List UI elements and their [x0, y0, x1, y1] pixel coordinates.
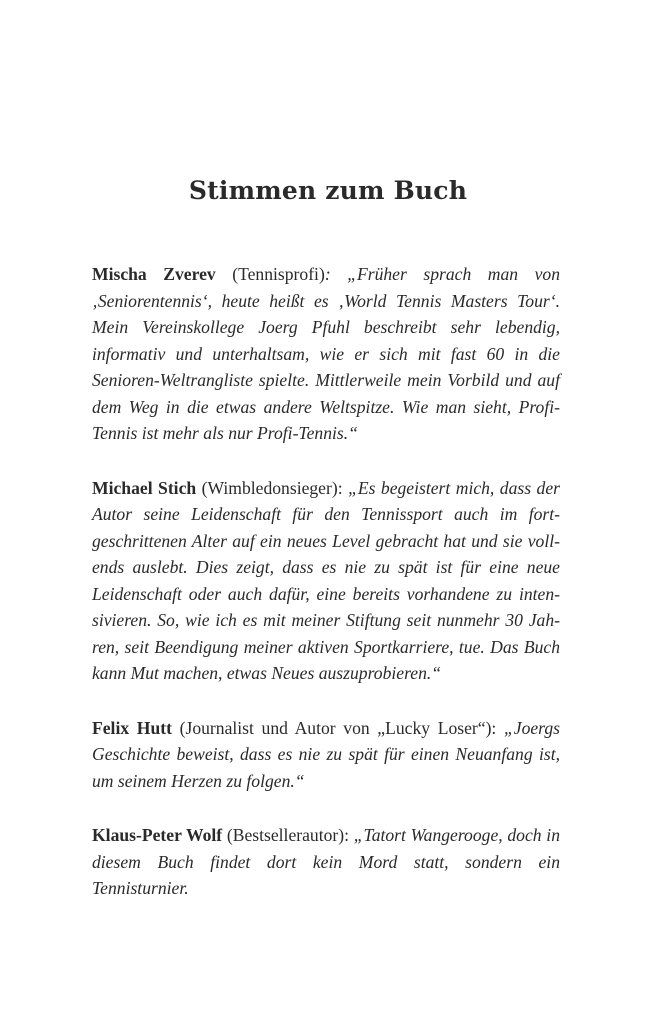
quote-author-name: Michael Stich: [92, 477, 197, 498]
quote-author-role: (Bestsellerautor):: [222, 825, 354, 845]
quote-felix-hutt: [92, 715, 560, 795]
quote-author-name: Felix Hutt: [92, 717, 172, 738]
quote-mischa-zverev: [92, 261, 560, 447]
quote-author-role: (Journalist und Autor von „Lucky Loser“):: [171, 717, 504, 738]
quote-text: „Es begeistert mich, dass der Autor seine Leidenschaft für den Tennissport auch im fortgeschrittenen Alter auf ein neues Level gebracht hat und sie vollends auslebt. Dies zeigt, dass es nie zu spät ist für eine neue Leidenschaft oder auch dafür, eine bereits vorhandene zu intensivieren. So, wie ich es mit meiner Stiftung seit nunmehr 30 Jahren, seit Beendigung meiner aktiven Sportkarriere, tue. Das Buch kann Mut machen, etwas Neues auszuprobieren.“: [92, 477, 560, 683]
quote-author-role: (Wimbledonsieger):: [196, 477, 349, 498]
quotes-section: [92, 261, 560, 930]
quote-michael-stich: [92, 475, 560, 687]
quote-author-name: Klaus-Peter Wolf: [92, 825, 223, 845]
quote-author-name: Mischa Zverev: [92, 264, 216, 284]
quote-text: „Joergs Geschichte beweist, dass es nie zu spät für einen Neuanfang ist, um seinem Herzen zu folgen.“: [92, 717, 561, 791]
quote-author-role: (Tennisprofi): [215, 264, 325, 284]
quote-klaus-peter-wolf: [92, 822, 560, 902]
quote-text: „Tatort Wangerooge, doch in diesem Buch findet dort kein Mord statt, sondern ein Tennisturnier.: [92, 825, 560, 898]
quote-text: : „Früher sprach man von ‚Seniorentennis‘, heute heißt es ‚World Tennis Masters Tour‘. Mein Vereinskollege Joerg Pfuhl beschreibt sehr lebendig, informativ und unterhaltsam, wie er sich mit fast 60 in die Senioren-Weltrangliste spielte. Mittlerweile mein Vorbild und auf dem Weg in die etwas andere Weltspitze. Wie man sieht, Profi-Tennis ist mehr als nur Profi-Tennis.“: [92, 264, 560, 443]
page-title: Stimmen zum Buch: [188, 176, 468, 205]
